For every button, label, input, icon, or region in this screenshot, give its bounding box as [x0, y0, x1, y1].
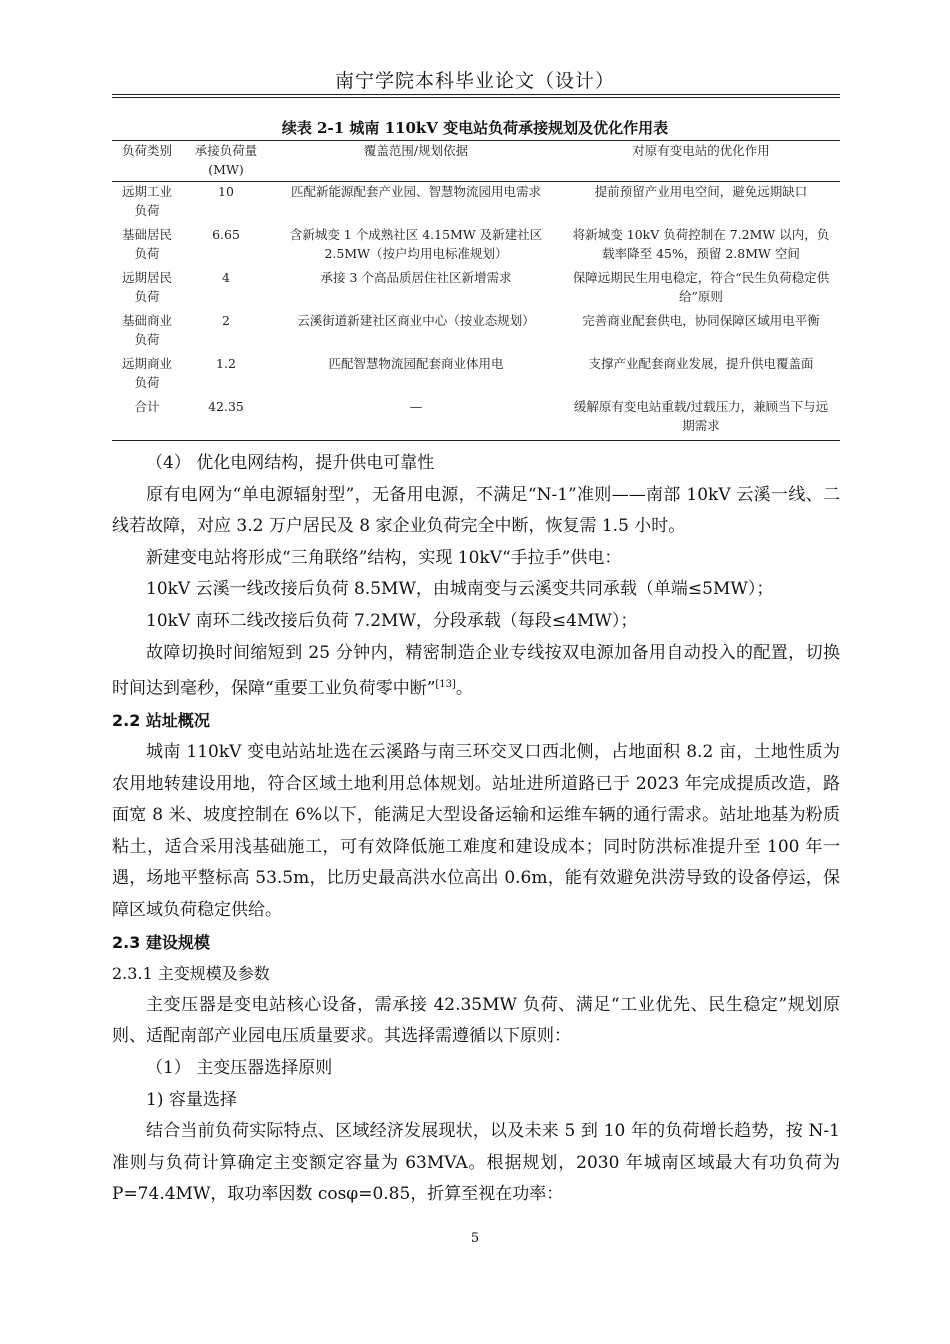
cell-load: 2 [222, 313, 230, 328]
cell-scope: 承接 3 个高品质居住社区新增需求 [320, 270, 512, 285]
cell-scope: 匹配智慧物流园配套商业体用电 [328, 356, 504, 371]
cell-type: 远期工业负荷 [121, 184, 172, 218]
paragraph: 主变压器是变电站核心设备，需承接 42.35MW 负荷、满足“工业优先、民生稳定”规划原则、适配南部产业园电压质量要求。其选择需遵循以下原则： [112, 994, 840, 1047]
cell-type: 远期居民负荷 [121, 270, 172, 304]
running-header: 南宁学院本科毕业论文（设计） [334, 70, 615, 92]
body-text [112, 448, 840, 1211]
cell-type: 基础居民负荷 [121, 227, 172, 261]
paragraph-end: 。 [455, 678, 473, 699]
table-header-row [112, 141, 840, 182]
cell-effect: 提前预留产业用电空间，避免远期缺口 [594, 184, 808, 199]
paragraph: 城南 110kV 变电站站址选在云溪路与南三环交叉口西北侧，占地面积 8.2 亩，土地性质为农用地转建设用地，符合区域土地利用总体规划。站址进所道路已于 2023 年完成提质改造，路面宽 8 米、坡度控制在 6%以下，能满足大型设备运输和运维车辆的通行需求。站址地基为粉质粘土，适合采用浅基础施工，可有效降低施工难度和建设成本；同时防洪标准提升至 100 年一遇，场地平整标高 53.5m，比历史最高洪水位高出 0.6m，能有效避免洪涝导致的设备停运，保障区域负荷稳定供给。 [112, 742, 840, 920]
cell-scope: — [270, 397, 562, 441]
table-caption: 续表 2-1 城南 110kV 变电站负荷承接规划及优化作用表 [281, 119, 669, 137]
table-row [112, 354, 840, 397]
header-rule [112, 94, 840, 98]
cell-scope: 匹配新能源配套产业园、智慧物流园用电需求 [290, 184, 541, 199]
table-row [112, 268, 840, 311]
cell-type: 基础商业负荷 [121, 313, 172, 347]
cell-effect: 支撑产业配套商业发展，提升供电覆盖面 [588, 356, 814, 371]
column-header: 承接负荷量(MW) [182, 141, 270, 182]
cell-effect: 缓解原有变电站重载/过载压力，兼顾当下与远期需求 [562, 397, 840, 441]
cell-effect: 将新城变 10kV 负荷控制在 7.2MW 以内，负载率降至 45%，预留 2.8MW 空间 [572, 227, 830, 261]
cell-type: 远期商业负荷 [121, 356, 172, 390]
citation-ref: [13] [435, 679, 456, 691]
cell-load: 4 [222, 270, 230, 285]
cell-scope: 云溪街道新建社区商业中心（按业态规划） [297, 313, 535, 328]
cell-type: 合计 [112, 397, 182, 441]
cell-load: 1.2 [216, 356, 236, 371]
paragraph [112, 638, 840, 706]
list-subitem: 1) 容量选择 [146, 1089, 237, 1110]
load-table [112, 140, 840, 441]
column-header: 负荷类别 [112, 141, 182, 182]
list-item-heading: （4） 优化电网结构，提升供电可靠性 [146, 453, 435, 473]
section-heading: 2.2 站址概况 [112, 711, 210, 731]
cell-load: 42.35 [182, 397, 270, 441]
table-total-row [112, 397, 840, 441]
column-header: 覆盖范围/规划依据 [270, 141, 562, 182]
cell-scope: 含新城变 1 个成熟社区 4.15MW 及新建社区 2.5MW（按户均用电标准规划） [289, 227, 543, 261]
cell-load: 6.65 [212, 227, 240, 242]
cell-load: 10 [218, 184, 234, 199]
paragraph-text: 故障切换时间缩短到 25 分钟内，精密制造企业专线按双电源加备用自动投入的配置，切换时间达到毫秒，保障“重要工业负荷零中断” [112, 642, 840, 699]
paragraph: 10kV 云溪一线改接后负荷 8.5MW，由城南变与云溪变共同承载（单端≤5MW）； [146, 579, 774, 600]
paragraph: 原有电网为“单电源辐射型”，无备用电源，不满足“N-1”准则——南部 10kV 云溪一线、二线若故障，对应 3.2 万户居民及 8 家企业负荷完全中断，恢复需 1.5 小时。 [112, 484, 840, 537]
section-heading: 2.3 建设规模 [112, 932, 210, 952]
column-header: 对原有变电站的优化作用 [562, 141, 840, 182]
paragraph: 结合当前负荷实际特点、区域经济发展现状，以及未来 5 到 10 年的负荷增长趋势，按 N-1 准则与负荷计算确定主变额定容量为 63MVA。根据规划，2030 年城南区域最大有功负荷为 P=74.4MW，取功率因数 cosφ=0.85，折算至视在功率： [112, 1121, 840, 1205]
table-row [112, 311, 840, 354]
cell-effect: 保障远期民生用电稳定，符合“民生负荷稳定供给”原则 [572, 270, 830, 304]
paragraph: 10kV 南环二线改接后负荷 7.2MW，分段承载（每段≤4MW）； [146, 610, 638, 631]
page-number: 5 [470, 1231, 480, 1246]
subsection-heading: 2.3.1 主变规模及参数 [112, 964, 270, 984]
cell-effect: 完善商业配套供电，协同保障区域用电平衡 [582, 313, 820, 328]
table-row [112, 225, 840, 268]
paragraph: 新建变电站将形成“三角联络”结构，实现 10kV“手拉手”供电： [146, 547, 622, 568]
table-row [112, 182, 840, 226]
list-item-heading: （1） 主变压器选择原则 [146, 1057, 333, 1078]
